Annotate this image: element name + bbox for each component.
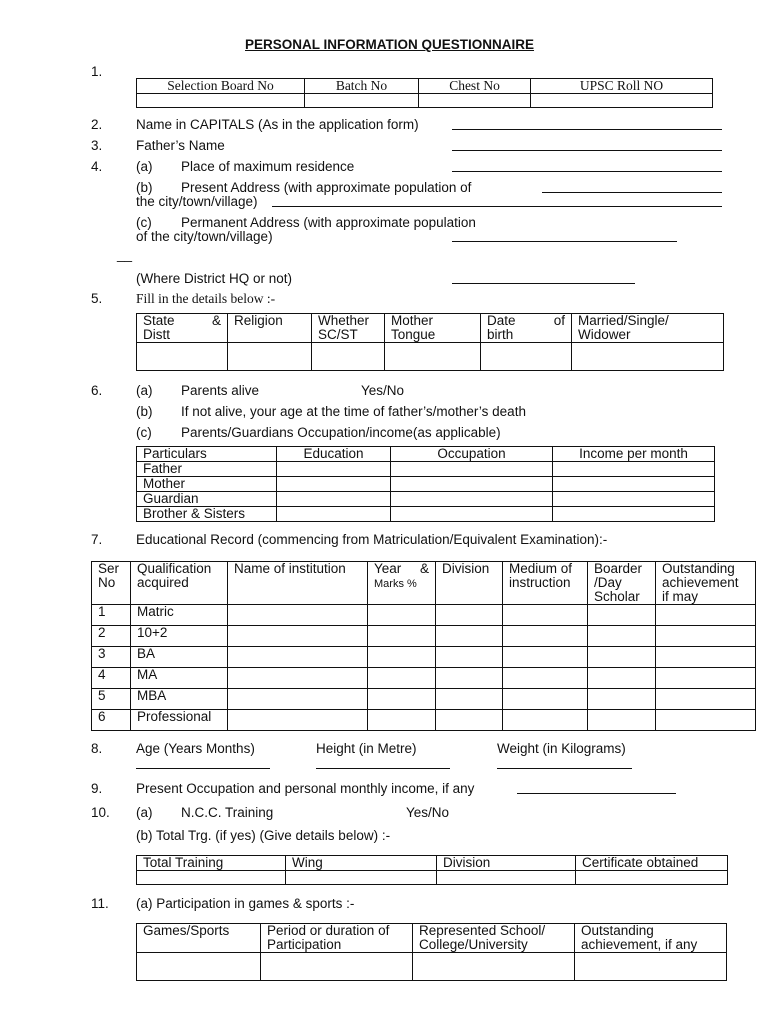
cell-input[interactable] [436,647,503,668]
header-no: No [98,575,116,590]
page-title: PERSONAL INFORMATION QUESTIONNAIRE [245,37,535,52]
header-widower: Widower [578,327,631,342]
district-hq-field[interactable] [452,283,635,284]
cell-input[interactable] [588,668,656,689]
religion-field[interactable] [228,343,312,371]
header-of: of [553,313,565,328]
row-label-siblings: Brother & Sisters [137,507,277,522]
header-qual-2: acquired [137,575,189,590]
header-married: Married/Single/ [578,313,669,328]
header-mother-tongue [385,314,481,343]
cell-input[interactable] [391,462,553,477]
header-boarder-2: /Day [594,575,622,590]
header-division: Division [436,562,503,605]
header-mother: Mother [391,313,434,328]
dob-field[interactable] [481,343,572,371]
header-outstanding-2: achievement [662,575,739,590]
cell-input[interactable] [503,647,588,668]
header-sports-achievement [575,924,727,953]
cell-input[interactable] [368,626,436,647]
present-address-label: Present Address (with approximate population of [181,180,472,195]
represented-field[interactable] [413,953,575,981]
present-address-field-1[interactable] [542,192,722,193]
q4-number: 4. [91,159,103,174]
period-field[interactable] [261,953,413,981]
header-marks: Marks % [374,578,417,590]
q4b-label: (b) [136,180,153,195]
cell-input[interactable] [436,710,503,731]
games-sports-label: (a) Participation in games & sports :- [136,896,355,911]
cell-input[interactable] [368,605,436,626]
header-state-amp: & [211,313,221,328]
header-occupation: Occupation [391,447,553,462]
sports-achievement-field[interactable] [575,953,727,981]
header-birth: birth [487,327,514,342]
occupation-income-label: Present Occupation and personal monthly income, if any [136,781,475,796]
header-sports-achievement-2: achievement, if any [581,937,698,952]
name-field[interactable] [452,129,722,130]
q5-number: 5. [91,291,103,306]
header-distt: Distt [143,327,170,342]
header-represented-1: Represented School/ [419,923,546,938]
cell-input[interactable] [228,710,368,731]
upsc-roll-field[interactable] [531,94,713,108]
header-particulars: Particulars [137,447,277,462]
cell-input[interactable] [391,477,553,492]
state-field[interactable] [137,343,228,371]
education-table [91,561,756,731]
cell-input[interactable] [368,668,436,689]
age-field[interactable] [136,768,270,769]
sports-table [136,923,727,981]
table-row [137,507,715,522]
details-table [136,313,724,371]
certificate-field[interactable] [576,871,728,885]
parents-alive-option[interactable]: Yes/No [361,383,405,398]
cell-input[interactable] [588,605,656,626]
table-row [92,710,756,731]
cell-input[interactable] [656,710,756,731]
q10-number: 10. [91,805,110,820]
header-institution: Name of institution [228,562,368,605]
educational-record-label: Educational Record (commencing from Matriculation/Equivalent Examination):- [136,532,608,547]
cell-input[interactable] [503,626,588,647]
q9-number: 9. [91,781,103,796]
cell-input[interactable] [228,689,368,710]
total-training-label: (b) Total Trg. (if yes) (Give details below) :- [136,828,391,843]
batch-field[interactable] [305,94,419,108]
header-sc-st [312,314,385,343]
q4a-label: (a) [136,159,153,174]
parent-death-label: If not alive, your age at the time of father’s/mother’s death [181,404,526,419]
weight-field[interactable] [497,768,632,769]
row-ser: 1 [92,605,131,626]
header-religion: Religion [228,314,312,343]
guardian-occupation-label: Parents/Guardians Occupation/income(as applicable) [181,425,501,440]
wing-field[interactable] [286,871,437,885]
selection-board-field[interactable] [137,94,305,108]
name-label: Name in CAPITALS (As in the application form) [136,117,419,132]
weight-label: Weight (in Kilograms) [497,741,626,756]
header-year-amp: & [419,561,429,576]
permanent-address-label: Permanent Address (with approximate population [181,215,476,230]
board-table [136,78,713,108]
cell-input[interactable] [656,689,756,710]
cell-input[interactable] [588,647,656,668]
header-income: Income per month [553,447,715,462]
q6c-label: (c) [136,425,152,440]
present-address-label-2: the city/town/village) [136,194,258,209]
header-boarder-3: Scholar [594,589,640,604]
cell-input[interactable] [436,668,503,689]
row-label-father: Father [137,462,277,477]
max-residence-field[interactable] [452,171,722,172]
table-row [92,668,756,689]
row-ser: 5 [92,689,131,710]
marital-field[interactable] [572,343,724,371]
height-label: Height (in Metre) [316,741,417,756]
occupation-income-field[interactable] [517,793,676,794]
ncc-table [136,855,728,885]
parents-alive-label: Parents alive [181,383,260,398]
header-outstanding-3: if may [662,589,699,604]
header-medium-2: instruction [509,575,571,590]
cell-input[interactable] [228,647,368,668]
header-state-distt [137,314,228,343]
header-upsc-roll: UPSC Roll NO [531,79,713,94]
table-row [137,492,715,507]
sc-st-field[interactable] [312,343,385,371]
header-state: State [143,313,175,328]
header-sports-achievement-1: Outstanding [581,923,654,938]
row-qualification: Matric [131,605,228,626]
cell-input[interactable] [228,626,368,647]
cell-input[interactable] [277,492,391,507]
header-selection-board: Selection Board No [137,79,305,94]
table-row [92,626,756,647]
header-boarder-1: Boarder [594,561,643,576]
cell-input[interactable] [553,507,715,522]
header-ncc-division: Division [437,856,576,871]
header-chest: Chest No [419,79,531,94]
header-ser-no [92,562,131,605]
header-represented [413,924,575,953]
cell-input[interactable] [588,689,656,710]
cell-input[interactable] [553,462,715,477]
q3-number: 3. [91,138,103,153]
chest-field[interactable] [419,94,531,108]
cell-input[interactable] [391,492,553,507]
header-outstanding [656,562,756,605]
cell-input[interactable] [503,668,588,689]
cell-input[interactable] [503,689,588,710]
row-qualification: MBA [131,689,228,710]
header-education: Education [277,447,391,462]
q8-number: 8. [91,741,103,756]
header-year: Year [374,561,402,576]
row-ser: 2 [92,626,131,647]
q11-number: 11. [91,896,109,911]
header-period-2: Participation [267,937,342,952]
cell-input[interactable] [656,626,756,647]
header-wing: Wing [286,856,437,871]
cell-input[interactable] [656,647,756,668]
dash-mark: __ [117,247,133,262]
cell-input[interactable] [436,605,503,626]
header-period [261,924,413,953]
cell-input[interactable] [503,710,588,731]
header-whether: Whether [318,313,370,328]
ncc-option[interactable]: Yes/No [406,805,450,820]
row-ser: 4 [92,668,131,689]
header-marital [572,314,724,343]
father-name-label: Father’s Name [136,138,225,153]
row-ser: 3 [92,647,131,668]
header-outstanding-1: Outstanding [662,561,735,576]
q6a-label: (a) [136,383,153,398]
q6-number: 6. [91,383,103,398]
header-medium [503,562,588,605]
q7-number: 7. [91,532,103,547]
district-hq-label: (Where District HQ or not) [136,271,293,286]
age-label: Age (Years Months) [136,741,255,756]
games-field[interactable] [137,953,261,981]
father-name-field[interactable] [452,150,722,151]
permanent-address-field[interactable] [452,241,677,242]
cell-input[interactable] [553,492,715,507]
cell-input[interactable] [368,689,436,710]
header-games-sports: Games/Sports [137,924,261,953]
header-period-1: Period or duration of [267,923,390,938]
header-certificate: Certificate obtained [576,856,728,871]
ncc-division-field[interactable] [437,871,576,885]
header-qualification [131,562,228,605]
header-qual-1: Qualification [137,561,212,576]
header-medium-1: Medium of [509,561,573,576]
row-ser: 6 [92,710,131,731]
cell-input[interactable] [368,647,436,668]
row-qualification: MA [131,668,228,689]
max-residence-label: Place of maximum residence [181,159,355,174]
row-label-mother: Mother [137,477,277,492]
row-label-guardian: Guardian [137,492,277,507]
permanent-address-label-2: of the city/town/village) [136,229,273,244]
ncc-training-label: N.C.C. Training [181,805,274,820]
table-row [137,462,715,477]
cell-input[interactable] [656,605,756,626]
header-ser: Ser [98,561,120,576]
table-row [92,647,756,668]
cell-input[interactable] [503,605,588,626]
cell-input[interactable] [656,668,756,689]
row-qualification: 10+2 [131,626,228,647]
cell-input[interactable] [277,462,391,477]
cell-input[interactable] [436,626,503,647]
row-qualification: BA [131,647,228,668]
present-address-field-2[interactable] [272,206,722,207]
table-row [92,605,756,626]
header-dob [481,314,572,343]
mother-tongue-field[interactable] [385,343,481,371]
cell-input[interactable] [553,477,715,492]
cell-input[interactable] [228,605,368,626]
table-row [137,477,715,492]
parents-table [136,446,715,522]
header-date: Date [487,313,516,328]
row-qualification: Professional [131,710,228,731]
cell-input[interactable] [277,507,391,522]
header-tongue: Tongue [391,327,436,342]
q2-number: 2. [91,117,103,132]
table-row [92,689,756,710]
cell-input[interactable] [228,668,368,689]
header-year-marks [368,562,436,605]
cell-input[interactable] [368,710,436,731]
cell-input[interactable] [436,689,503,710]
details-label: Fill in the details below :- [136,291,276,306]
cell-input[interactable] [277,477,391,492]
cell-input[interactable] [391,507,553,522]
height-field[interactable] [316,768,450,769]
total-training-field[interactable] [137,871,286,885]
header-scst: SC/ST [318,327,358,342]
q1-number: 1. [91,64,103,79]
q4c-label: (c) [136,215,152,230]
header-represented-2: College/University [419,937,528,952]
header-boarder [588,562,656,605]
q6b-label: (b) [136,404,153,419]
q10a-label: (a) [136,805,153,820]
cell-input[interactable] [588,710,656,731]
header-total-training: Total Training [137,856,286,871]
cell-input[interactable] [588,626,656,647]
header-batch: Batch No [305,79,419,94]
